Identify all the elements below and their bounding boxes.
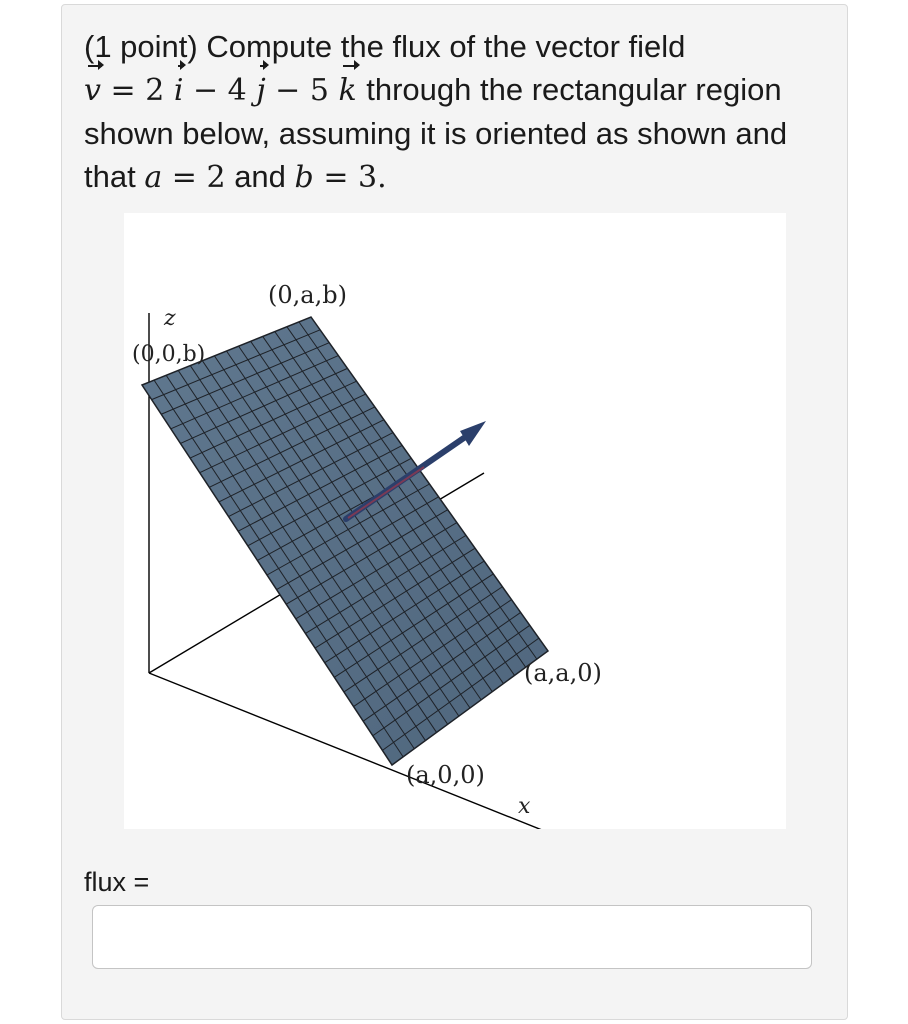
minus-sign-1: − xyxy=(192,73,219,108)
problem-figure xyxy=(124,213,786,829)
coef-j: 4 xyxy=(227,73,247,108)
label-corner-right: (a,a,0) xyxy=(524,659,602,687)
label-origin-top: (0,0,b) xyxy=(132,342,206,367)
coef-i: 2 xyxy=(145,73,165,108)
z-axis-label: z xyxy=(164,306,176,331)
normal-arrow-head xyxy=(460,421,486,446)
b-symbol: b xyxy=(294,160,314,195)
points-label: (1 point) xyxy=(84,29,198,64)
coef-k: 5 xyxy=(309,73,329,108)
flux-label: flux = xyxy=(84,867,150,897)
a-assignment xyxy=(144,160,225,195)
b-assignment xyxy=(295,160,387,195)
vector-field-expression xyxy=(84,73,366,108)
b-equals: = xyxy=(323,160,349,195)
surface-plot-svg xyxy=(124,213,786,829)
end-period: . xyxy=(377,160,387,195)
x-axis-label: x xyxy=(518,794,531,819)
equals-sign: = xyxy=(110,73,136,108)
label-corner-bottom: (a,0,0) xyxy=(406,761,485,789)
j-vector-symbol: j xyxy=(256,69,265,112)
minus-sign-2: − xyxy=(275,73,301,108)
and-text: and xyxy=(234,159,286,194)
problem-body: through the rectangular region shown below, assuming it is oriented as shown and that xyxy=(84,72,788,194)
a-value: 2 xyxy=(206,160,226,195)
problem-statement xyxy=(84,25,824,199)
problem-intro: Compute the flux of the vector field xyxy=(206,29,686,64)
i-vector-symbol: i xyxy=(174,69,184,112)
a-symbol: a xyxy=(144,160,163,195)
problem-card xyxy=(61,4,848,1020)
a-equals: = xyxy=(171,160,197,195)
flux-answer-input[interactable] xyxy=(92,905,812,969)
k-vector-symbol: k xyxy=(339,69,357,112)
b-value: 3 xyxy=(358,160,378,195)
label-corner-top-right: (0,a,b) xyxy=(268,281,347,309)
v-vector-symbol: v xyxy=(84,69,101,112)
